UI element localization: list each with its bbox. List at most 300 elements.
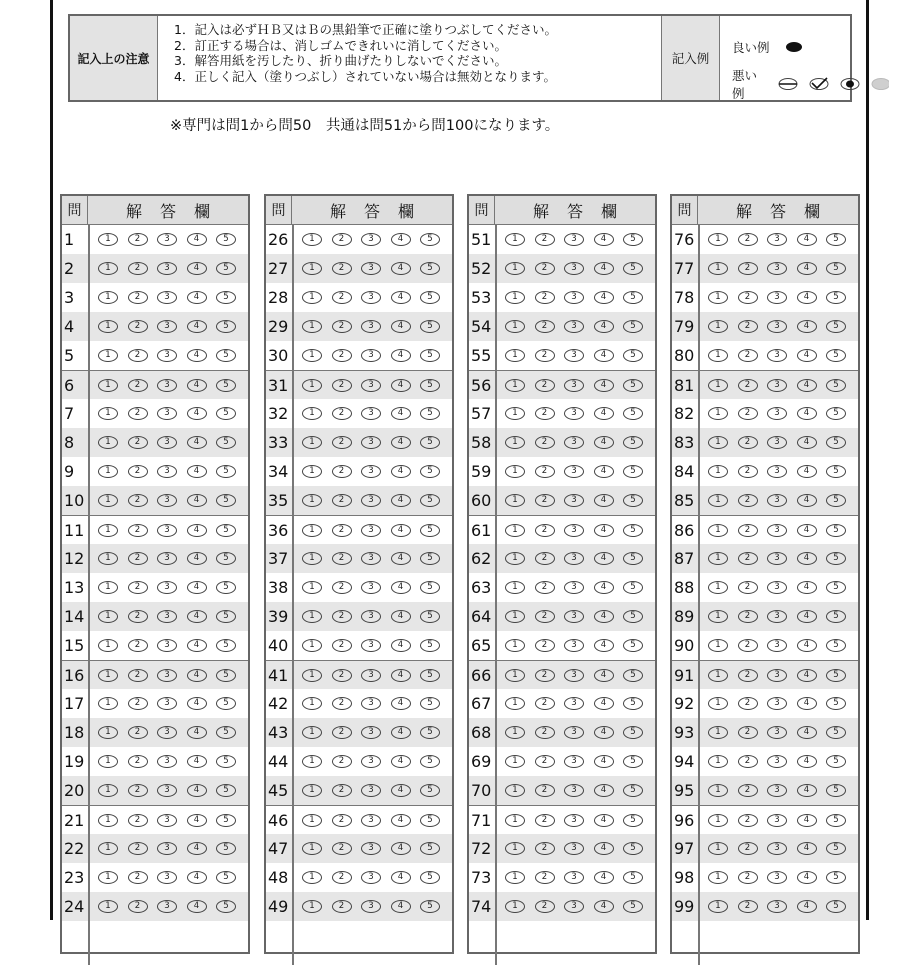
answer-bubble-1[interactable] [505, 494, 525, 507]
answer-bubble-5[interactable] [216, 407, 236, 420]
answer-bubble-2[interactable] [738, 726, 758, 739]
answer-bubble-2[interactable] [738, 639, 758, 652]
answer-bubble-1[interactable] [98, 552, 118, 565]
answer-bubble-2[interactable] [535, 842, 555, 855]
answer-bubble-3[interactable] [767, 639, 787, 652]
answer-bubble-4[interactable] [391, 871, 411, 884]
answer-bubble-1[interactable] [98, 320, 118, 333]
answer-bubble-1[interactable] [505, 900, 525, 913]
answer-bubble-3[interactable] [564, 407, 584, 420]
answer-bubble-2[interactable] [738, 465, 758, 478]
answer-bubble-3[interactable] [361, 407, 381, 420]
answer-bubble-5[interactable] [623, 639, 643, 652]
answer-bubble-2[interactable] [332, 784, 352, 797]
answer-bubble-2[interactable] [738, 814, 758, 827]
answer-bubble-5[interactable] [420, 320, 440, 333]
answer-bubble-3[interactable] [157, 871, 177, 884]
answer-bubble-2[interactable] [332, 755, 352, 768]
answer-bubble-5[interactable] [623, 784, 643, 797]
answer-bubble-5[interactable] [420, 610, 440, 623]
answer-bubble-1[interactable] [302, 814, 322, 827]
answer-bubble-1[interactable] [708, 552, 728, 565]
answer-bubble-4[interactable] [391, 349, 411, 362]
answer-bubble-3[interactable] [564, 610, 584, 623]
answer-bubble-3[interactable] [157, 814, 177, 827]
answer-bubble-4[interactable] [187, 697, 207, 710]
answer-bubble-4[interactable] [594, 436, 614, 449]
answer-bubble-1[interactable] [505, 233, 525, 246]
answer-bubble-2[interactable] [738, 320, 758, 333]
answer-bubble-2[interactable] [535, 697, 555, 710]
answer-bubble-2[interactable] [332, 552, 352, 565]
answer-bubble-1[interactable] [98, 842, 118, 855]
answer-bubble-5[interactable] [216, 291, 236, 304]
answer-bubble-3[interactable] [767, 465, 787, 478]
answer-bubble-4[interactable] [594, 465, 614, 478]
answer-bubble-4[interactable] [187, 784, 207, 797]
answer-bubble-5[interactable] [623, 871, 643, 884]
answer-bubble-5[interactable] [623, 262, 643, 275]
answer-bubble-4[interactable] [594, 669, 614, 682]
answer-bubble-4[interactable] [187, 669, 207, 682]
answer-bubble-5[interactable] [826, 900, 846, 913]
answer-bubble-1[interactable] [302, 784, 322, 797]
answer-bubble-3[interactable] [564, 784, 584, 797]
answer-bubble-3[interactable] [361, 697, 381, 710]
answer-bubble-5[interactable] [623, 349, 643, 362]
answer-bubble-5[interactable] [623, 552, 643, 565]
answer-bubble-3[interactable] [767, 814, 787, 827]
answer-bubble-1[interactable] [708, 784, 728, 797]
answer-bubble-2[interactable] [535, 581, 555, 594]
answer-bubble-4[interactable] [187, 262, 207, 275]
answer-bubble-3[interactable] [361, 349, 381, 362]
answer-bubble-3[interactable] [361, 494, 381, 507]
answer-bubble-3[interactable] [767, 407, 787, 420]
answer-bubble-4[interactable] [797, 842, 817, 855]
answer-bubble-5[interactable] [420, 697, 440, 710]
answer-bubble-3[interactable] [564, 379, 584, 392]
answer-bubble-2[interactable] [332, 697, 352, 710]
answer-bubble-1[interactable] [708, 436, 728, 449]
answer-bubble-1[interactable] [98, 262, 118, 275]
answer-bubble-4[interactable] [187, 755, 207, 768]
answer-bubble-5[interactable] [216, 581, 236, 594]
answer-bubble-4[interactable] [594, 726, 614, 739]
answer-bubble-1[interactable] [505, 465, 525, 478]
answer-bubble-3[interactable] [564, 842, 584, 855]
answer-bubble-5[interactable] [826, 320, 846, 333]
answer-bubble-3[interactable] [361, 814, 381, 827]
answer-bubble-2[interactable] [332, 639, 352, 652]
answer-bubble-5[interactable] [216, 436, 236, 449]
answer-bubble-2[interactable] [738, 871, 758, 884]
answer-bubble-3[interactable] [767, 436, 787, 449]
answer-bubble-2[interactable] [535, 349, 555, 362]
answer-bubble-5[interactable] [420, 842, 440, 855]
answer-bubble-4[interactable] [797, 262, 817, 275]
answer-bubble-4[interactable] [187, 726, 207, 739]
answer-bubble-2[interactable] [332, 842, 352, 855]
answer-bubble-2[interactable] [535, 755, 555, 768]
answer-bubble-3[interactable] [157, 639, 177, 652]
answer-bubble-3[interactable] [361, 755, 381, 768]
answer-bubble-1[interactable] [505, 669, 525, 682]
answer-bubble-1[interactable] [302, 755, 322, 768]
answer-bubble-2[interactable] [128, 610, 148, 623]
answer-bubble-5[interactable] [420, 233, 440, 246]
answer-bubble-3[interactable] [564, 697, 584, 710]
answer-bubble-4[interactable] [797, 581, 817, 594]
answer-bubble-5[interactable] [826, 814, 846, 827]
answer-bubble-2[interactable] [332, 407, 352, 420]
answer-bubble-5[interactable] [420, 784, 440, 797]
answer-bubble-1[interactable] [505, 349, 525, 362]
answer-bubble-3[interactable] [564, 755, 584, 768]
answer-bubble-4[interactable] [797, 320, 817, 333]
answer-bubble-1[interactable] [708, 494, 728, 507]
answer-bubble-2[interactable] [738, 349, 758, 362]
answer-bubble-3[interactable] [361, 842, 381, 855]
answer-bubble-3[interactable] [361, 465, 381, 478]
answer-bubble-1[interactable] [708, 755, 728, 768]
answer-bubble-4[interactable] [187, 639, 207, 652]
answer-bubble-2[interactable] [738, 842, 758, 855]
answer-bubble-5[interactable] [420, 436, 440, 449]
answer-bubble-3[interactable] [767, 784, 787, 797]
answer-bubble-1[interactable] [302, 697, 322, 710]
answer-bubble-3[interactable] [157, 494, 177, 507]
answer-bubble-5[interactable] [623, 524, 643, 537]
answer-bubble-4[interactable] [797, 436, 817, 449]
answer-bubble-3[interactable] [157, 842, 177, 855]
answer-bubble-5[interactable] [216, 784, 236, 797]
answer-bubble-4[interactable] [391, 436, 411, 449]
answer-bubble-3[interactable] [361, 436, 381, 449]
answer-bubble-5[interactable] [826, 407, 846, 420]
answer-bubble-4[interactable] [187, 842, 207, 855]
answer-bubble-4[interactable] [594, 552, 614, 565]
answer-bubble-1[interactable] [98, 900, 118, 913]
answer-bubble-5[interactable] [420, 814, 440, 827]
answer-bubble-2[interactable] [332, 262, 352, 275]
answer-bubble-1[interactable] [98, 407, 118, 420]
answer-bubble-2[interactable] [738, 524, 758, 537]
answer-bubble-1[interactable] [98, 291, 118, 304]
answer-bubble-1[interactable] [505, 610, 525, 623]
answer-bubble-1[interactable] [302, 494, 322, 507]
answer-bubble-5[interactable] [420, 669, 440, 682]
answer-bubble-2[interactable] [332, 291, 352, 304]
answer-bubble-3[interactable] [361, 871, 381, 884]
answer-bubble-4[interactable] [797, 524, 817, 537]
answer-bubble-3[interactable] [564, 814, 584, 827]
answer-bubble-4[interactable] [594, 784, 614, 797]
answer-bubble-3[interactable] [767, 900, 787, 913]
answer-bubble-3[interactable] [361, 581, 381, 594]
answer-bubble-3[interactable] [157, 784, 177, 797]
answer-bubble-3[interactable] [157, 755, 177, 768]
answer-bubble-5[interactable] [420, 726, 440, 739]
answer-bubble-4[interactable] [187, 407, 207, 420]
answer-bubble-4[interactable] [797, 349, 817, 362]
answer-bubble-5[interactable] [826, 871, 846, 884]
answer-bubble-2[interactable] [128, 552, 148, 565]
answer-bubble-4[interactable] [391, 379, 411, 392]
answer-bubble-1[interactable] [302, 233, 322, 246]
answer-bubble-4[interactable] [594, 320, 614, 333]
answer-bubble-4[interactable] [391, 320, 411, 333]
answer-bubble-3[interactable] [157, 552, 177, 565]
answer-bubble-2[interactable] [128, 407, 148, 420]
answer-bubble-4[interactable] [187, 465, 207, 478]
answer-bubble-1[interactable] [708, 871, 728, 884]
answer-bubble-3[interactable] [564, 900, 584, 913]
answer-bubble-4[interactable] [187, 436, 207, 449]
answer-bubble-4[interactable] [187, 349, 207, 362]
answer-bubble-4[interactable] [594, 262, 614, 275]
answer-bubble-1[interactable] [98, 524, 118, 537]
answer-bubble-4[interactable] [797, 726, 817, 739]
answer-bubble-3[interactable] [564, 349, 584, 362]
answer-bubble-3[interactable] [767, 320, 787, 333]
answer-bubble-3[interactable] [361, 552, 381, 565]
answer-bubble-2[interactable] [128, 639, 148, 652]
answer-bubble-2[interactable] [738, 262, 758, 275]
answer-bubble-3[interactable] [767, 842, 787, 855]
answer-bubble-1[interactable] [505, 784, 525, 797]
answer-bubble-2[interactable] [738, 379, 758, 392]
answer-bubble-2[interactable] [332, 814, 352, 827]
answer-bubble-5[interactable] [216, 552, 236, 565]
answer-bubble-1[interactable] [708, 379, 728, 392]
answer-bubble-4[interactable] [594, 379, 614, 392]
answer-bubble-1[interactable] [302, 842, 322, 855]
answer-bubble-3[interactable] [767, 552, 787, 565]
answer-bubble-2[interactable] [535, 726, 555, 739]
answer-bubble-1[interactable] [505, 814, 525, 827]
answer-bubble-1[interactable] [98, 581, 118, 594]
answer-bubble-2[interactable] [332, 233, 352, 246]
answer-bubble-1[interactable] [98, 669, 118, 682]
answer-bubble-3[interactable] [767, 669, 787, 682]
answer-bubble-3[interactable] [564, 494, 584, 507]
answer-bubble-3[interactable] [767, 610, 787, 623]
answer-bubble-1[interactable] [505, 726, 525, 739]
answer-bubble-1[interactable] [708, 697, 728, 710]
answer-bubble-4[interactable] [187, 900, 207, 913]
answer-bubble-3[interactable] [157, 291, 177, 304]
answer-bubble-5[interactable] [623, 494, 643, 507]
answer-bubble-3[interactable] [157, 262, 177, 275]
answer-bubble-1[interactable] [98, 814, 118, 827]
answer-bubble-3[interactable] [361, 233, 381, 246]
answer-bubble-5[interactable] [216, 610, 236, 623]
answer-bubble-4[interactable] [797, 669, 817, 682]
answer-bubble-4[interactable] [391, 639, 411, 652]
answer-bubble-3[interactable] [361, 320, 381, 333]
answer-bubble-2[interactable] [128, 291, 148, 304]
answer-bubble-4[interactable] [797, 379, 817, 392]
answer-bubble-3[interactable] [564, 320, 584, 333]
answer-bubble-2[interactable] [738, 581, 758, 594]
answer-bubble-5[interactable] [826, 262, 846, 275]
answer-bubble-4[interactable] [391, 552, 411, 565]
answer-bubble-4[interactable] [594, 407, 614, 420]
answer-bubble-4[interactable] [594, 900, 614, 913]
answer-bubble-3[interactable] [361, 669, 381, 682]
answer-bubble-1[interactable] [302, 900, 322, 913]
answer-bubble-2[interactable] [332, 465, 352, 478]
answer-bubble-5[interactable] [216, 349, 236, 362]
answer-bubble-5[interactable] [826, 669, 846, 682]
answer-bubble-3[interactable] [564, 291, 584, 304]
answer-bubble-1[interactable] [98, 465, 118, 478]
answer-bubble-1[interactable] [98, 233, 118, 246]
answer-bubble-2[interactable] [128, 900, 148, 913]
answer-bubble-1[interactable] [302, 436, 322, 449]
answer-bubble-1[interactable] [302, 349, 322, 362]
answer-bubble-2[interactable] [332, 320, 352, 333]
answer-bubble-5[interactable] [216, 755, 236, 768]
answer-bubble-1[interactable] [708, 726, 728, 739]
answer-bubble-2[interactable] [332, 900, 352, 913]
answer-bubble-5[interactable] [826, 291, 846, 304]
answer-bubble-5[interactable] [623, 581, 643, 594]
answer-bubble-4[interactable] [187, 610, 207, 623]
answer-bubble-2[interactable] [128, 871, 148, 884]
answer-bubble-3[interactable] [767, 524, 787, 537]
answer-bubble-2[interactable] [332, 726, 352, 739]
answer-bubble-5[interactable] [216, 262, 236, 275]
answer-bubble-4[interactable] [594, 697, 614, 710]
answer-bubble-2[interactable] [535, 379, 555, 392]
answer-bubble-5[interactable] [420, 494, 440, 507]
answer-bubble-3[interactable] [361, 524, 381, 537]
answer-bubble-3[interactable] [767, 379, 787, 392]
answer-bubble-2[interactable] [738, 610, 758, 623]
answer-bubble-5[interactable] [623, 900, 643, 913]
answer-bubble-2[interactable] [738, 233, 758, 246]
answer-bubble-5[interactable] [216, 494, 236, 507]
answer-bubble-3[interactable] [157, 610, 177, 623]
answer-bubble-1[interactable] [708, 407, 728, 420]
answer-bubble-4[interactable] [187, 233, 207, 246]
answer-bubble-2[interactable] [332, 610, 352, 623]
answer-bubble-4[interactable] [187, 494, 207, 507]
answer-bubble-4[interactable] [797, 784, 817, 797]
answer-bubble-5[interactable] [216, 871, 236, 884]
answer-bubble-4[interactable] [797, 233, 817, 246]
answer-bubble-5[interactable] [420, 349, 440, 362]
answer-bubble-5[interactable] [216, 320, 236, 333]
answer-bubble-2[interactable] [128, 726, 148, 739]
answer-bubble-3[interactable] [157, 524, 177, 537]
answer-bubble-3[interactable] [767, 726, 787, 739]
answer-bubble-1[interactable] [505, 407, 525, 420]
answer-bubble-2[interactable] [332, 871, 352, 884]
answer-bubble-3[interactable] [564, 726, 584, 739]
answer-bubble-1[interactable] [98, 755, 118, 768]
answer-bubble-2[interactable] [738, 407, 758, 420]
answer-bubble-4[interactable] [391, 669, 411, 682]
answer-bubble-3[interactable] [767, 262, 787, 275]
answer-bubble-2[interactable] [738, 552, 758, 565]
answer-bubble-2[interactable] [738, 291, 758, 304]
answer-bubble-2[interactable] [738, 494, 758, 507]
answer-bubble-1[interactable] [98, 784, 118, 797]
answer-bubble-4[interactable] [391, 610, 411, 623]
answer-bubble-5[interactable] [623, 379, 643, 392]
answer-bubble-3[interactable] [361, 379, 381, 392]
answer-bubble-5[interactable] [623, 610, 643, 623]
answer-bubble-3[interactable] [564, 465, 584, 478]
answer-bubble-2[interactable] [332, 581, 352, 594]
answer-bubble-4[interactable] [594, 581, 614, 594]
answer-bubble-1[interactable] [302, 669, 322, 682]
answer-bubble-1[interactable] [98, 639, 118, 652]
answer-bubble-1[interactable] [505, 755, 525, 768]
answer-bubble-5[interactable] [420, 755, 440, 768]
answer-bubble-5[interactable] [826, 639, 846, 652]
answer-bubble-4[interactable] [391, 494, 411, 507]
answer-bubble-4[interactable] [391, 900, 411, 913]
answer-bubble-4[interactable] [594, 639, 614, 652]
answer-bubble-2[interactable] [128, 669, 148, 682]
answer-bubble-2[interactable] [535, 262, 555, 275]
answer-bubble-2[interactable] [535, 524, 555, 537]
answer-bubble-1[interactable] [505, 291, 525, 304]
answer-bubble-1[interactable] [708, 349, 728, 362]
answer-bubble-4[interactable] [391, 697, 411, 710]
answer-bubble-2[interactable] [128, 320, 148, 333]
answer-bubble-3[interactable] [361, 900, 381, 913]
answer-bubble-4[interactable] [391, 726, 411, 739]
answer-bubble-1[interactable] [708, 842, 728, 855]
answer-bubble-2[interactable] [535, 494, 555, 507]
answer-bubble-4[interactable] [797, 814, 817, 827]
answer-bubble-5[interactable] [420, 552, 440, 565]
answer-bubble-1[interactable] [302, 581, 322, 594]
answer-bubble-1[interactable] [505, 581, 525, 594]
answer-bubble-2[interactable] [128, 842, 148, 855]
answer-bubble-2[interactable] [128, 697, 148, 710]
answer-bubble-2[interactable] [535, 233, 555, 246]
answer-bubble-5[interactable] [623, 233, 643, 246]
answer-bubble-2[interactable] [332, 669, 352, 682]
answer-bubble-2[interactable] [535, 291, 555, 304]
answer-bubble-3[interactable] [767, 494, 787, 507]
answer-bubble-1[interactable] [708, 639, 728, 652]
answer-bubble-2[interactable] [128, 379, 148, 392]
answer-bubble-4[interactable] [797, 494, 817, 507]
answer-bubble-5[interactable] [420, 407, 440, 420]
answer-bubble-1[interactable] [708, 233, 728, 246]
answer-bubble-4[interactable] [797, 291, 817, 304]
answer-bubble-5[interactable] [623, 814, 643, 827]
answer-bubble-5[interactable] [826, 697, 846, 710]
answer-bubble-3[interactable] [564, 524, 584, 537]
answer-bubble-1[interactable] [98, 494, 118, 507]
answer-bubble-3[interactable] [564, 639, 584, 652]
answer-bubble-3[interactable] [157, 465, 177, 478]
answer-bubble-5[interactable] [826, 552, 846, 565]
answer-bubble-1[interactable] [302, 552, 322, 565]
answer-bubble-2[interactable] [535, 407, 555, 420]
answer-bubble-4[interactable] [391, 465, 411, 478]
answer-bubble-5[interactable] [623, 669, 643, 682]
answer-bubble-5[interactable] [216, 842, 236, 855]
